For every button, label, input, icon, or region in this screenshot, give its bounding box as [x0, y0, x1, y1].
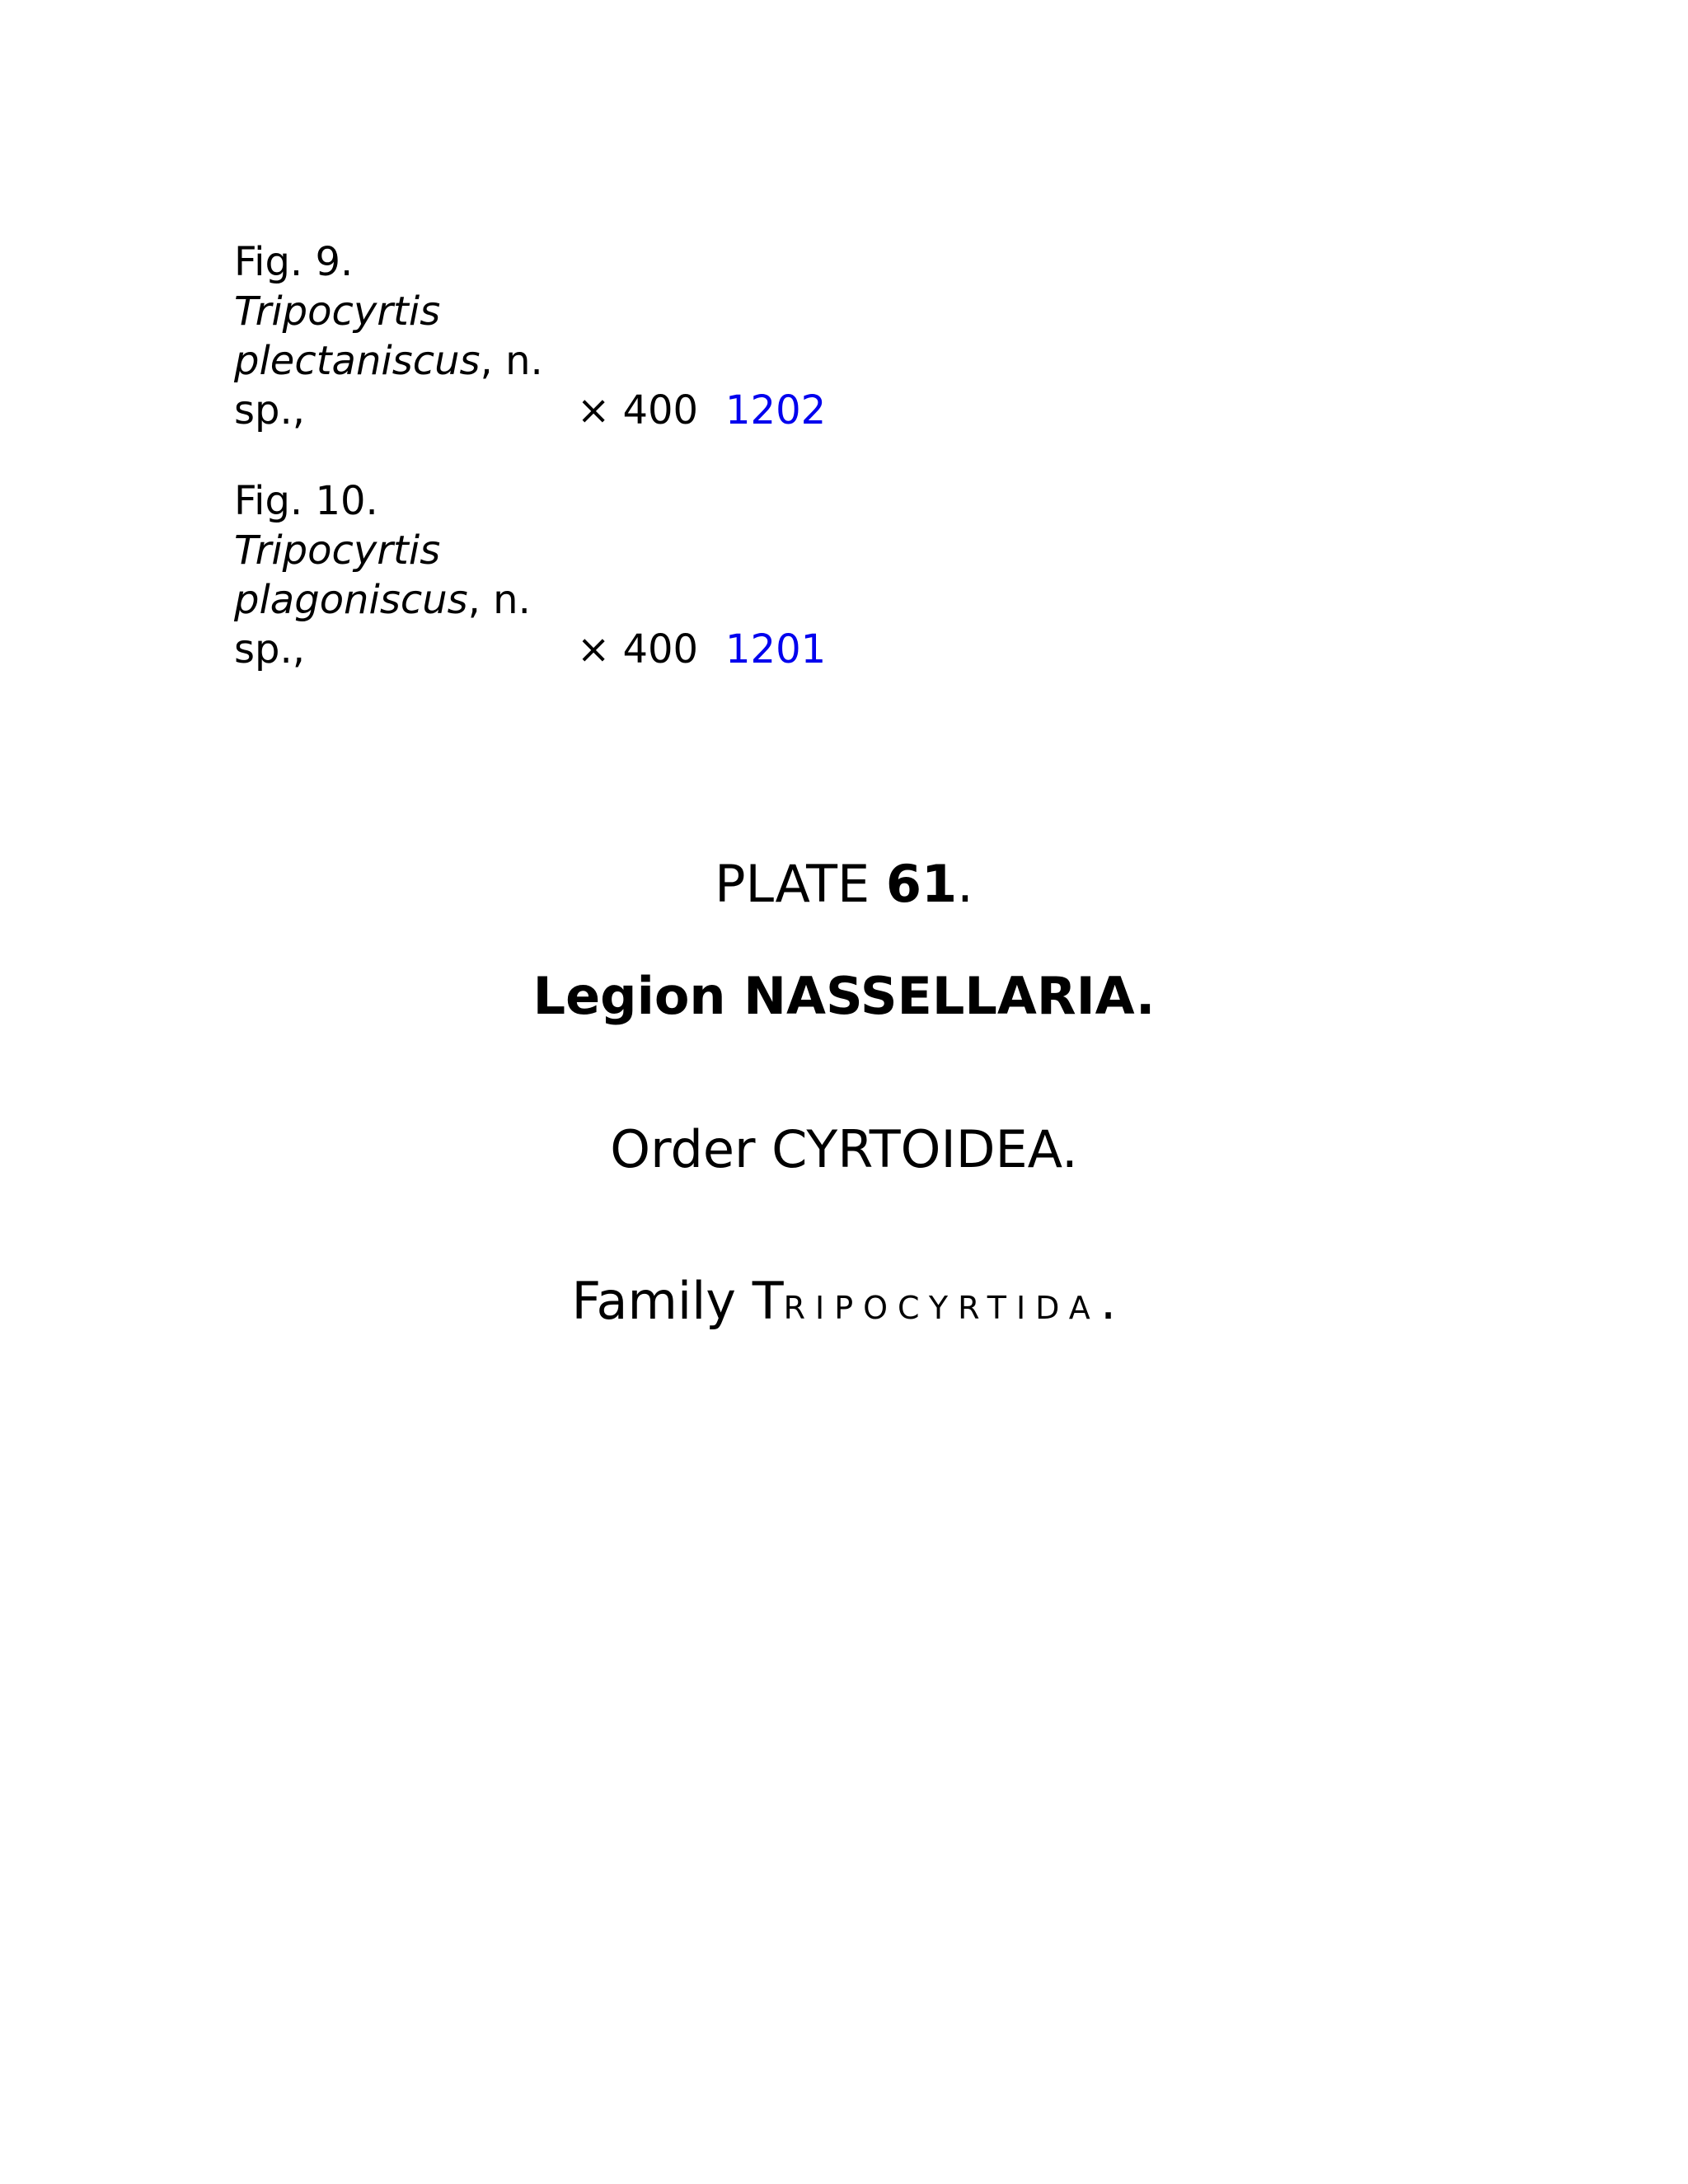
plate-heading — [0, 854, 1688, 915]
figure-species-line — [234, 575, 860, 625]
family-prefix: Family T — [571, 1271, 784, 1331]
figure-sp: sp., — [234, 626, 305, 673]
figure-magnification: × 400 — [577, 626, 699, 673]
species-name: plectaniscus — [234, 338, 481, 384]
figure-detail-line — [234, 386, 860, 435]
genus-name: Tripocyrtis — [234, 288, 441, 335]
legion-heading: Legion NASSELLARIA. — [532, 966, 1156, 1026]
species-suffix: , n. — [480, 338, 543, 384]
figure-genus — [234, 287, 860, 336]
species-name: plagoniscus — [234, 577, 468, 623]
figure-entry-10 — [234, 476, 860, 674]
plate-suffix: . — [957, 854, 973, 914]
order-heading: Order CYRTOIDEA. — [610, 1119, 1078, 1179]
figure-genus — [234, 526, 860, 575]
plate-number: 61 — [885, 854, 958, 914]
figure-page-link[interactable]: 1202 — [725, 387, 827, 434]
family-smallcaps: RIPOCYRTIDA — [783, 1290, 1100, 1326]
figure-magnification: × 400 — [577, 387, 699, 434]
figure-page-link[interactable]: 1201 — [725, 626, 827, 673]
genus-name: Tripocyrtis — [234, 527, 441, 574]
figure-species-line — [234, 336, 860, 386]
family-heading — [0, 1271, 1688, 1338]
figure-detail-line — [234, 625, 860, 674]
figure-entry-9 — [234, 237, 860, 435]
family-suffix: . — [1100, 1271, 1117, 1331]
figure-label: Fig. 9. — [234, 239, 354, 285]
figure-label: Fig. 10. — [234, 478, 378, 524]
species-suffix: , n. — [467, 577, 531, 623]
plate-prefix: PLATE — [715, 854, 886, 914]
figure-sp: sp., — [234, 387, 305, 434]
